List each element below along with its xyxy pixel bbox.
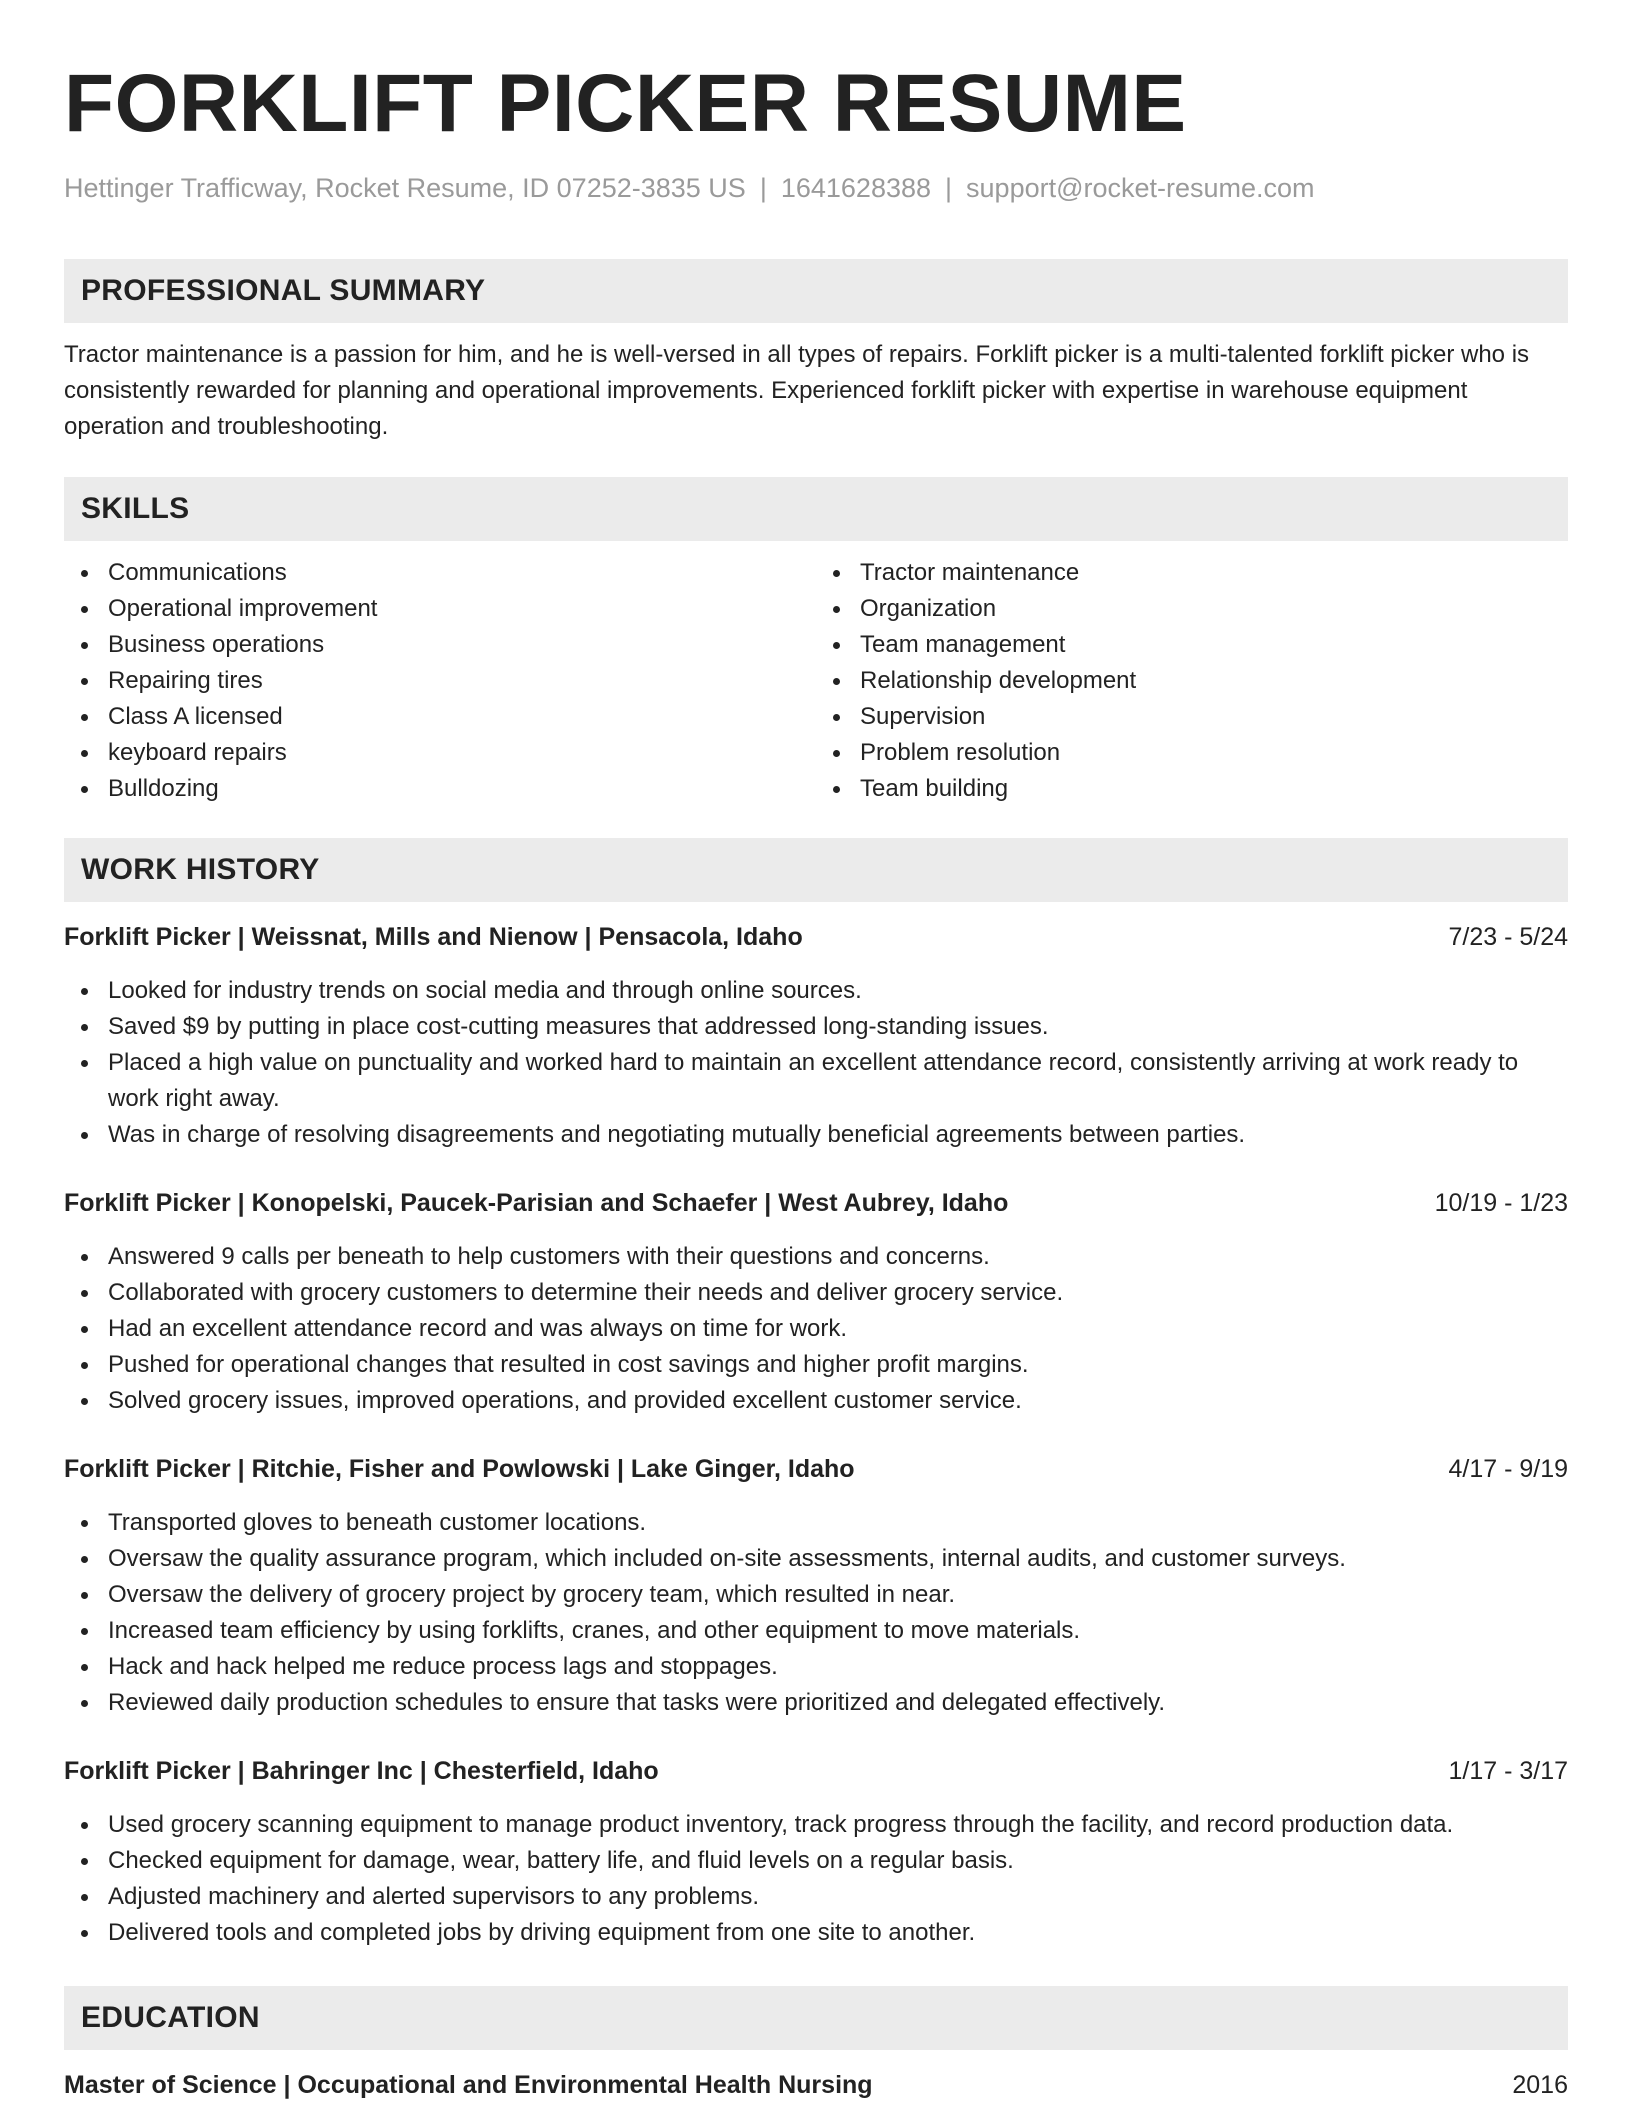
education-entry bbox=[64, 2067, 1568, 2103]
skill-item: Problem resolution bbox=[860, 735, 1568, 771]
degree-title: Master of Science | Occupational and Environmental Health Nursing bbox=[64, 2071, 873, 2099]
job-entry bbox=[64, 1451, 1568, 1721]
job-dates: 7/23 - 5/24 bbox=[1448, 923, 1568, 951]
job-title: Forklift Picker | Weissnat, Mills and Nienow | Pensacola, Idaho bbox=[64, 923, 803, 951]
section-heading: SKILLS bbox=[64, 477, 1568, 541]
skill-item: Team building bbox=[860, 771, 1568, 807]
job-bullet: Used grocery scanning equipment to manage product inventory, track progress through the facility, and record production data. bbox=[108, 1807, 1568, 1843]
job-bullet: Adjusted machinery and alerted supervisors to any problems. bbox=[108, 1879, 1568, 1915]
job-bullet: Had an excellent attendance record and was always on time for work. bbox=[108, 1311, 1568, 1347]
job-title: Forklift Picker | Konopelski, Paucek-Parisian and Schaefer | West Aubrey, Idaho bbox=[64, 1189, 1009, 1217]
skill-item: keyboard repairs bbox=[108, 735, 816, 771]
job-bullet: Hack and hack helped me reduce process lags and stoppages. bbox=[108, 1649, 1568, 1685]
contact-phone: 1641628388 bbox=[780, 173, 932, 203]
job-bullet: Was in charge of resolving disagreements and negotiating mutually beneficial agreements between parties. bbox=[108, 1117, 1568, 1153]
contact-separator: | bbox=[759, 173, 767, 203]
skill-item: Relationship development bbox=[860, 663, 1568, 699]
skill-item: Business operations bbox=[108, 627, 816, 663]
job-dates: 1/17 - 3/17 bbox=[1448, 1757, 1568, 1785]
job-bullet: Checked equipment for damage, wear, battery life, and fluid levels on a regular basis. bbox=[108, 1843, 1568, 1879]
work-history-section bbox=[64, 838, 1568, 1951]
skill-item: Class A licensed bbox=[108, 699, 816, 735]
job-header bbox=[64, 919, 1568, 955]
skill-item: Bulldozing bbox=[108, 771, 816, 807]
job-bullet: Pushed for operational changes that resulted in cost savings and higher profit margins. bbox=[108, 1347, 1568, 1383]
job-dates: 4/17 - 9/19 bbox=[1448, 1455, 1568, 1483]
job-bullet: Reviewed daily production schedules to ensure that tasks were prioritized and delegated effectively. bbox=[108, 1685, 1568, 1721]
job-title: Forklift Picker | Ritchie, Fisher and Powlowski | Lake Ginger, Idaho bbox=[64, 1455, 855, 1483]
section-heading: EDUCATION bbox=[64, 1986, 1568, 2050]
job-header bbox=[64, 1753, 1568, 1789]
job-bullets bbox=[64, 1807, 1568, 1951]
job-bullet: Saved $9 by putting in place cost-cutting measures that addressed long-standing issues. bbox=[108, 1009, 1568, 1045]
contact-email: support@rocket-resume.com bbox=[966, 173, 1315, 203]
skill-item: Tractor maintenance bbox=[860, 555, 1568, 591]
resume-title: FORKLIFT PICKER RESUME bbox=[64, 58, 1187, 149]
job-bullet: Oversaw the quality assurance program, which included on-site assessments, internal audits, and customer surveys. bbox=[108, 1541, 1568, 1577]
skills-columns bbox=[64, 555, 1568, 807]
job-header bbox=[64, 1185, 1568, 1221]
job-bullets bbox=[64, 973, 1568, 1153]
job-bullet: Oversaw the delivery of grocery project by grocery team, which resulted in near. bbox=[108, 1577, 1568, 1613]
job-bullet: Answered 9 calls per beneath to help customers with their questions and concerns. bbox=[108, 1239, 1568, 1275]
summary-section bbox=[64, 259, 1568, 445]
skill-item: Team management bbox=[860, 627, 1568, 663]
job-bullet: Transported gloves to beneath customer locations. bbox=[108, 1505, 1568, 1541]
contact-line bbox=[64, 170, 1568, 206]
job-entry bbox=[64, 1185, 1568, 1419]
job-bullets bbox=[64, 1505, 1568, 1721]
section-heading: WORK HISTORY bbox=[64, 838, 1568, 902]
skills-section bbox=[64, 477, 1568, 807]
education-section bbox=[64, 1986, 1568, 2103]
job-entry bbox=[64, 919, 1568, 1153]
job-bullets bbox=[64, 1239, 1568, 1419]
job-bullet: Placed a high value on punctuality and worked hard to maintain an excellent attendance record, consistently arriving at work ready to work right away. bbox=[108, 1045, 1568, 1117]
contact-separator: | bbox=[945, 173, 953, 203]
job-entry bbox=[64, 1753, 1568, 1951]
skill-item: Communications bbox=[108, 555, 816, 591]
skill-item: Supervision bbox=[860, 699, 1568, 735]
contact-address: Hettinger Trafficway, Rocket Resume, ID 07252-3835 US bbox=[64, 173, 746, 203]
job-title: Forklift Picker | Bahringer Inc | Chesterfield, Idaho bbox=[64, 1757, 659, 1785]
graduation-year: 2016 bbox=[1512, 2071, 1568, 2099]
job-dates: 10/19 - 1/23 bbox=[1434, 1189, 1568, 1217]
skill-item: Repairing tires bbox=[108, 663, 816, 699]
job-bullet: Looked for industry trends on social media and through online sources. bbox=[108, 973, 1568, 1009]
summary-text: Tractor maintenance is a passion for him, and he is well-versed in all types of repairs. Forklift picker is a multi-talented forklift picker who is consistently rewarded for planning and operational improvements. Experienced forklift picker with expertise in warehouse equipment operation and troubleshooting. bbox=[64, 341, 1530, 440]
skill-item: Operational improvement bbox=[108, 591, 816, 627]
job-header bbox=[64, 1451, 1568, 1487]
section-heading: PROFESSIONAL SUMMARY bbox=[64, 259, 1568, 323]
job-bullet: Solved grocery issues, improved operations, and provided excellent customer service. bbox=[108, 1383, 1568, 1419]
skills-list-left bbox=[64, 555, 816, 807]
skills-list-right bbox=[816, 555, 1568, 807]
job-bullet: Collaborated with grocery customers to determine their needs and deliver grocery service. bbox=[108, 1275, 1568, 1311]
job-bullet: Increased team efficiency by using forklifts, cranes, and other equipment to move materials. bbox=[108, 1613, 1568, 1649]
skill-item: Organization bbox=[860, 591, 1568, 627]
job-bullet: Delivered tools and completed jobs by driving equipment from one site to another. bbox=[108, 1915, 1568, 1951]
